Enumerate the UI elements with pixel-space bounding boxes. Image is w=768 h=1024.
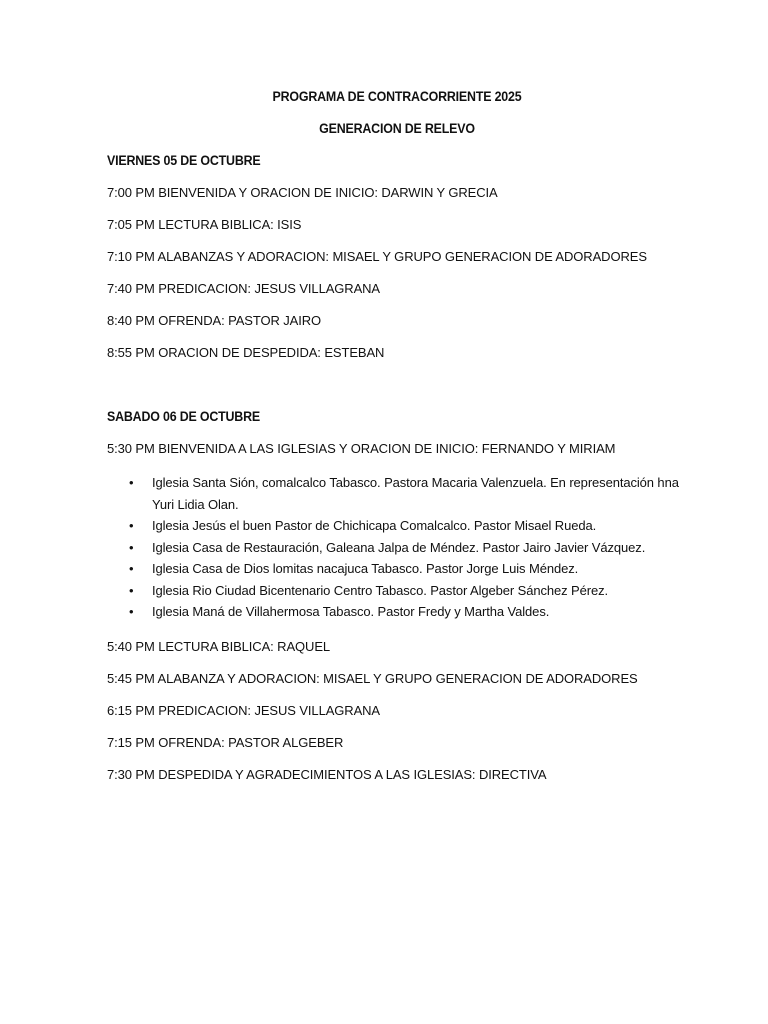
church-list bbox=[107, 472, 687, 623]
schedule-item: 7:40 PM PREDICACION: JESUS VILLAGRANA bbox=[107, 281, 380, 296]
schedule-item: 5:40 PM LECTURA BIBLICA: RAQUEL bbox=[107, 638, 331, 654]
church-name: Iglesia Maná de Villahermosa Tabasco. Pastor Fredy y Martha Valdes. bbox=[152, 604, 550, 619]
church-name: Iglesia Santa Sión, comalcalco Tabasco. Pastora Macaria Valenzuela. En representación hna Yuri Lidia Olan. bbox=[152, 475, 679, 512]
document-subtitle: GENERACION DE RELEVO bbox=[319, 121, 475, 136]
list-item bbox=[129, 515, 687, 537]
schedule-item: 5:45 PM ALABANZA Y ADORACION: MISAEL Y GRUPO GENERACION DE ADORADORES bbox=[107, 670, 638, 686]
bullet-icon: • bbox=[129, 518, 134, 533]
schedule-item: 7:00 PM BIENVENIDA Y ORACION DE INICIO: DARWIN Y GRECIA bbox=[107, 185, 498, 200]
section-gap bbox=[107, 376, 687, 408]
church-name: Iglesia Casa de Dios lomitas nacajuca Tabasco. Pastor Jorge Luis Méndez. bbox=[152, 561, 579, 576]
church-name: Iglesia Casa de Restauración, Galeana Jalpa de Méndez. Pastor Jairo Javier Vázquez. bbox=[152, 539, 646, 555]
schedule-item: 7:15 PM OFRENDA: PASTOR ALGEBER bbox=[107, 734, 344, 750]
bullet-icon: • bbox=[129, 475, 134, 490]
document-title: PROGRAMA DE CONTRACORRIENTE 2025 bbox=[272, 89, 522, 104]
schedule-item: 5:30 PM BIENVENIDA A LAS IGLESIAS Y ORACION DE INICIO: FERNANDO Y MIRIAM bbox=[107, 441, 616, 456]
schedule-item: 7:05 PM LECTURA BIBLICA: ISIS bbox=[107, 217, 302, 232]
list-item bbox=[129, 472, 687, 515]
schedule-item: 7:10 PM ALABANZAS Y ADORACION: MISAEL Y GRUPO GENERACION DE ADORADORES bbox=[107, 249, 647, 264]
schedule-item: 7:30 PM DESPEDIDA Y AGRADECIMIENTOS A LAS IGLESIAS: DIRECTIVA bbox=[107, 766, 547, 782]
bullet-icon: • bbox=[129, 582, 134, 598]
bullet-icon: • bbox=[129, 561, 134, 576]
schedule-item: 8:55 PM ORACION DE DESPEDIDA: ESTEBAN bbox=[107, 345, 385, 360]
day1-heading: VIERNES 05 DE OCTUBRE bbox=[107, 153, 261, 168]
church-name: Iglesia Jesús el buen Pastor de Chichicapa Comalcalco. Pastor Misael Rueda. bbox=[152, 518, 597, 533]
list-item bbox=[129, 601, 687, 623]
day2-heading: SABADO 06 DE OCTUBRE bbox=[107, 409, 260, 424]
list-item bbox=[129, 580, 687, 602]
bullet-icon: • bbox=[129, 604, 134, 619]
schedule-item: 8:40 PM OFRENDA: PASTOR JAIRO bbox=[107, 313, 322, 328]
church-name: Iglesia Rio Ciudad Bicentenario Centro Tabasco. Pastor Algeber Sánchez Pérez. bbox=[152, 582, 608, 598]
list-item bbox=[129, 558, 687, 580]
schedule-item: 6:15 PM PREDICACION: JESUS VILLAGRANA bbox=[107, 702, 380, 718]
bullet-icon: • bbox=[129, 539, 134, 555]
list-item bbox=[129, 537, 687, 559]
document-page bbox=[107, 88, 687, 798]
